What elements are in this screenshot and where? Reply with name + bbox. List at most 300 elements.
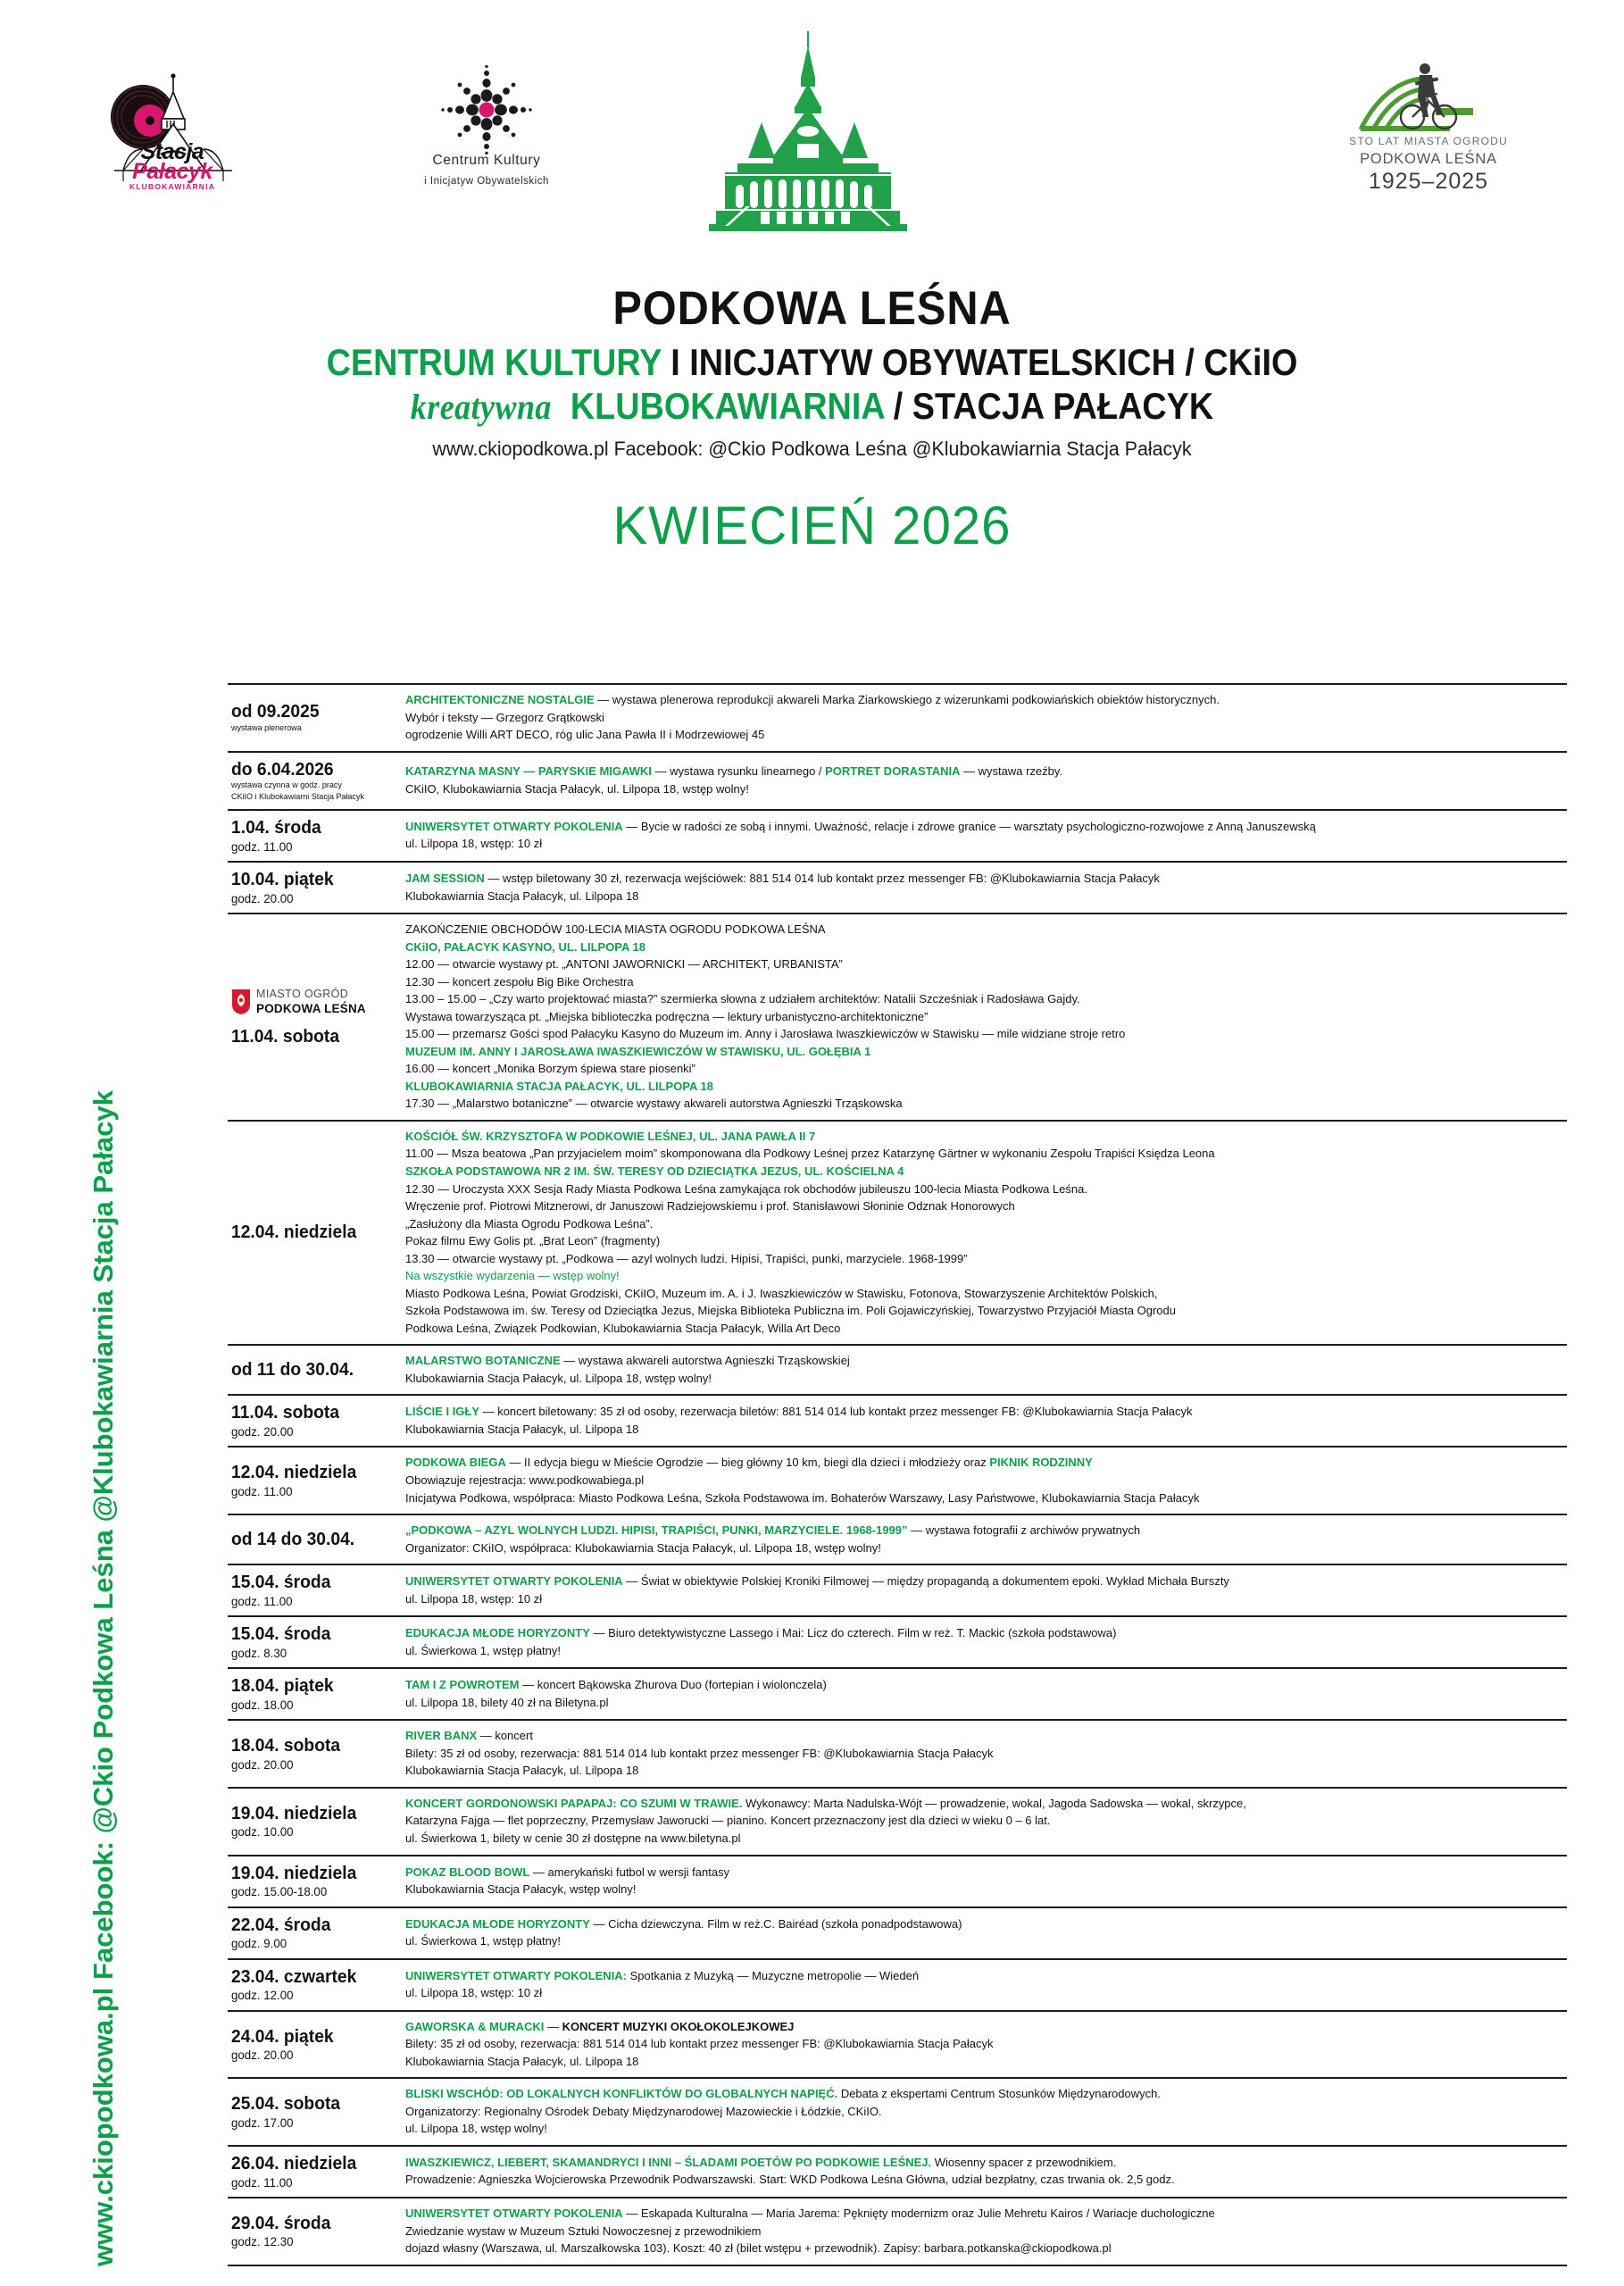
event-description-cell <box>393 2154 1567 2189</box>
event-text-line <box>405 1694 1549 1712</box>
event-text-line <box>405 1454 1549 1472</box>
event-date: 15.04. środa <box>231 1623 331 1645</box>
event-date: 22.04. środa <box>231 1914 331 1935</box>
event-row[interactable] <box>228 1908 1567 1960</box>
event-text-line <box>405 1215 1549 1233</box>
event-description-cell <box>393 1624 1567 1659</box>
event-text-line <box>405 780 1549 798</box>
event-description-cell <box>393 1864 1567 1898</box>
event-text: Bilety: 35 zł od osoby, rezerwacja: 881 514 014 lub kontakt przez messenger FB: @Klubokawiarnia Stacja Pałacyk <box>405 2037 994 2051</box>
event-text-line <box>405 1590 1549 1608</box>
event-highlight: ARCHITEKTONICZNE NOSTALGIE <box>405 693 595 706</box>
event-text: Spotkania z Muzyką — Muzyczne metropolie — Wiedeń <box>627 1968 920 1982</box>
event-row[interactable] <box>228 1122 1567 1346</box>
event-highlight: UNIWERSYTET OTWARTY POKOLENIA <box>405 819 623 833</box>
event-date-cell <box>228 1402 393 1439</box>
event-time: wystawa plenerowa <box>231 722 302 733</box>
event-highlight: SZKOŁA PODSTAWOWA NR 2 IM. ŚW. TERESY OD DZIECIĄTKA JEZUS, UL. KOŚCIELNA 4 <box>405 1164 904 1178</box>
event-text: — II edycja biegu w Mieście Ogrodzie — bieg główny 10 km, biegi dla dzieci i młodzieży oraz <box>505 1456 990 1470</box>
event-time: godz. 11.00 <box>231 1593 293 1608</box>
event-date: 19.04. niedziela <box>231 1862 357 1883</box>
event-date: od 09.2025 <box>231 701 320 722</box>
event-text: ZAKOŃCZENIE OBCHODÓW 100-LECIA MIASTA OGRODU PODKOWA LEŚNA <box>405 922 826 937</box>
event-text: Miasto Podkowa Leśna, Powiat Grodziski, CKiIO, Muzeum im. A. i J. Iwaszkiewiczów w Stawisku, Fotonova, Stowarzyszenie Architektów Polskich, <box>405 1286 1158 1300</box>
event-text-line <box>405 1043 1549 1061</box>
event-description-cell <box>393 763 1567 797</box>
event-date-cell <box>228 701 393 733</box>
event-text: ul. Lilpopa 18, wstęp wolny! <box>405 2122 547 2136</box>
cyclist-icon <box>1330 58 1527 140</box>
event-text: — wystawa fotografii z archiwów prywatnych <box>907 1523 1141 1538</box>
event-highlight: POKAZ BLOOD BOWL <box>405 1865 530 1879</box>
event-date: 29.04. środa <box>231 2212 331 2233</box>
event-text-line <box>405 1078 1549 1096</box>
event-description-cell <box>393 2205 1567 2257</box>
event-row[interactable] <box>228 2012 1567 2080</box>
event-text-line <box>405 888 1549 905</box>
event-text-line <box>405 1676 1549 1694</box>
event-highlight: KONCERT GORDONOWSKI PAPAPAJ: CO SZUMI W TRAWIE. <box>405 1796 743 1810</box>
event-row[interactable] <box>228 811 1567 863</box>
event-text: Wybór i teksty — Grzegorz Grątkowski <box>405 710 604 724</box>
event-text-line <box>405 1489 1549 1507</box>
event-text: Szkoła Podstawowa im. św. Teresy od Dzieciątka Jezus, Miejska Biblioteka Publiczna im. Poli Gojawiczyńskiej, Towarzystwo Przyjaciół Miasta Ogrodu <box>405 1304 1176 1318</box>
event-text: Klubokawiarnia Stacja Pałacyk, wstęp wolny! <box>405 1882 637 1897</box>
event-row[interactable] <box>228 2147 1567 2198</box>
event-text-line <box>405 2085 1549 2103</box>
event-text-line <box>405 2240 1549 2257</box>
event-text-line <box>405 2223 1549 2240</box>
event-text-line <box>405 2053 1549 2071</box>
event-text: Klubokawiarnia Stacja Pałacyk, ul. Lilpopa 18 <box>405 1422 639 1436</box>
event-date-cell <box>228 2093 393 2130</box>
event-text-line <box>405 763 1549 780</box>
event-description-cell <box>393 1454 1567 1506</box>
org-ckio-black: I INICJATYW OBYWATELSKICH / CKiIO <box>661 340 1298 383</box>
event-description-cell <box>393 818 1567 853</box>
event-highlight: Na wszystkie wydarzenia — wstęp wolny! <box>405 1269 620 1283</box>
event-text: ul. Lilpopa 18, bilety 40 zł na Biletyna.pl <box>405 1695 609 1709</box>
event-text: Wystawa towarzysząca pt. „Miejska biblioteczka podręczna — lektury urbanistyczno-architektoniczne” <box>405 1009 929 1023</box>
event-text-line <box>405 1285 1549 1303</box>
event-date: 25.04. sobota <box>231 2093 341 2115</box>
contact-line: www.ckiopodkowa.pl Facebook: @Ckio Podkowa Leśna @Klubokawiarnia Stacja Pałacyk <box>432 438 1192 461</box>
event-row[interactable] <box>228 1960 1567 2012</box>
event-text: ul. Świerkowa 1, wstęp płatny! <box>405 1643 562 1657</box>
event-date-cell <box>228 1623 393 1660</box>
event-text-line <box>405 691 1549 709</box>
event-text-line <box>405 870 1549 888</box>
event-date-cell <box>228 1222 393 1243</box>
event-text: Wiosenny spacer z przewodnikiem. <box>931 2155 1117 2169</box>
event-text-line <box>405 939 1549 956</box>
sidebar-contact-text: www.ckiopodkowa.pl Facebook: @Ckio Podkowa Leśna @Klubokawiarnia Stacja Pałacyk <box>87 1089 119 2266</box>
event-text: — koncert biletowany: 35 zł od osoby, rezerwacja biletów: 881 514 014 lub kontakt przez messenger FB: @Klubokawiarnia Stacja Pałacyk <box>479 1405 1193 1419</box>
event-date-cell <box>228 1359 393 1381</box>
event-date-cell <box>228 759 393 802</box>
event-text: 13.30 — otwarcie wystawy pt. „Podkowa — azyl wolnych ludzi. Hipisi, Trapiści, punki, marzyciele. 1968-1999” <box>405 1251 968 1265</box>
event-text: — Cicha dziewczyna. Film w reż.C. Bairéad (szkoła ponadpodstawowa) <box>589 1916 962 1931</box>
event-text: dojazd własny (Warszawa, ul. Marszałkowska 103). Koszt: 40 zł (bilet wstępu + przewodnik). Zapisy: barbara.potkanska@ckiopodkowa.pl <box>405 2241 1112 2256</box>
miasto-ogrod-line1: MIASTO OGRÓD <box>256 987 349 1000</box>
sidebar-vertical-contact <box>79 683 132 2266</box>
event-text: — koncert Bąkowska Zhurova Duo (fortepian i wiolonczela) <box>519 1678 827 1692</box>
event-time: godz. 17.00 <box>231 2115 294 2130</box>
event-row[interactable] <box>228 2198 1567 2266</box>
event-date-cell <box>228 1803 393 1840</box>
event-description-cell <box>393 1727 1567 1780</box>
event-text-line <box>405 1370 1549 1388</box>
event-text-line <box>405 1060 1549 1078</box>
event-text-line <box>405 1984 1549 2002</box>
sto-lat-line2: PODKOWA LEŚNA <box>1360 151 1497 167</box>
event-text: — <box>544 2019 562 2033</box>
event-text-line <box>405 1472 1549 1489</box>
event-row[interactable] <box>228 683 1567 753</box>
event-text: 13.00 – 15.00 – „Czy warto projektować miasta?” szermierka słowna z udziałem architektów: Natalii Szcześniak i Radosława Gajdy. <box>405 992 1080 1006</box>
event-text: — wstęp biletowany 30 zł, rezerwacja wejściówek: 881 514 014 lub kontakt przez messenger FB: @Klubokawiarnia Stacja Pałacyk <box>484 872 1160 886</box>
event-date-cell <box>228 817 393 854</box>
event-time: godz. 20.00 <box>231 890 294 905</box>
event-highlight: CKiIO, PAŁACYK KASYNO, UL. LILPOPA 18 <box>405 939 645 954</box>
event-highlight: KATARZYNA MASNY — PARYSKIE MIGAWKI <box>405 764 652 779</box>
event-text-line <box>405 1573 1549 1590</box>
event-date: 23.04. czwartek <box>231 1965 357 1987</box>
event-highlight: GAWORSKA & MURACKI <box>405 2019 545 2033</box>
event-highlight: MUZEUM IM. ANNY I JAROSŁAWA IWASZKIEWICZÓW W STAWISKU, UL. GOŁĘBIA 1 <box>405 1044 871 1058</box>
event-row[interactable] <box>228 1346 1567 1396</box>
palacyk-building-logo <box>661 22 955 237</box>
event-text: Klubokawiarnia Stacja Pałacyk, ul. Lilpopa 18 <box>405 2054 639 2068</box>
event-date: 11.04. sobota <box>231 1402 340 1423</box>
event-text-line <box>405 1163 1549 1181</box>
event-time: godz. 20.00 <box>231 1423 294 1439</box>
event-text-line <box>405 1624 1549 1642</box>
event-text-line <box>405 1864 1549 1881</box>
palacyk-label: Pałacyk <box>132 159 212 184</box>
event-text: Obowiązuje rejestracja: www.podkowabiega.pl <box>405 1473 645 1487</box>
event-date: 12.04. niedziela <box>231 1462 357 1483</box>
event-text-line <box>405 990 1549 1008</box>
event-text-line <box>405 818 1549 836</box>
event-highlight: UNIWERSYTET OTWARTY POKOLENIA <box>405 2207 623 2221</box>
event-text: 12.30 — koncert zespołu Big Bike Orchestra <box>405 974 634 989</box>
event-date: 15.04. środa <box>231 1572 331 1593</box>
event-text: 12.30 — Uroczysta XXX Sesja Rady Miasta Podkowa Leśna zamykająca rok obchodów jubileuszu 100-lecia Miasta Podkowa Leśna. <box>405 1181 1087 1196</box>
event-description-cell <box>393 1967 1567 2002</box>
event-date: 1.04. środa <box>231 816 321 838</box>
event-date-cell <box>228 1966 393 2003</box>
event-date: 12.04. niedziela <box>231 1222 357 1243</box>
event-text-line <box>405 1267 1549 1285</box>
event-highlight: LIŚCIE I IGŁY <box>405 1405 480 1419</box>
event-text: ul. Lilpopa 18, wstęp: 10 zł <box>405 837 543 851</box>
event-time: godz. 8.30 <box>231 1645 287 1660</box>
event-date-cell <box>228 1572 393 1608</box>
event-text-line <box>405 1812 1549 1830</box>
event-text-line <box>405 1932 1549 1950</box>
event-highlight: PIKNIK RODZINNY <box>989 1456 1093 1470</box>
event-text-line <box>405 2154 1549 2172</box>
miasto-ogrod-shield-icon <box>231 989 251 1015</box>
event-text-line <box>405 1145 1549 1163</box>
event-description-cell <box>393 1128 1567 1337</box>
event-description-cell <box>393 2085 1567 2138</box>
event-text: CKiIO, Klubokawiarnia Stacja Pałacyk, ul. Lilpopa 18, wstęp wolny! <box>405 781 749 796</box>
event-date-cell <box>228 1529 393 1550</box>
event-text-line <box>405 1795 1549 1813</box>
event-text: Zwiedzanie wystaw w Muzeum Sztuki Nowoczesnej z przewodnikiem <box>405 2223 762 2238</box>
event-date-cell <box>228 1735 393 1772</box>
event-highlight: PORTRET DORASTANIA <box>825 764 961 779</box>
event-date: od 11 do 30.04. <box>231 1359 354 1381</box>
stacja-palacyk-black: / STACJA PAŁACYK <box>884 384 1214 427</box>
event-text: Organizatorzy: Regionalny Ośrodek Debaty Międzynarodowej Mazowieckie i Łódzkie, CKiIO. <box>405 2104 882 2118</box>
event-text-line <box>405 1403 1549 1421</box>
event-text: 17.30 — „Malarstwo botaniczne” — otwarcie wystawy akwareli autorstwa Agnieszki Trząskowska <box>405 1097 903 1111</box>
event-time: godz. 10.00 <box>231 1824 294 1840</box>
event-time: godz. 11.00 <box>231 1483 293 1498</box>
event-text-line <box>405 1025 1549 1043</box>
event-description-cell <box>393 1573 1567 1607</box>
event-text: Klubokawiarnia Stacja Pałacyk, ul. Lilpopa 18, wstęp wolny! <box>405 1371 712 1385</box>
event-row[interactable] <box>228 1396 1567 1448</box>
event-date-cell <box>228 1915 393 1951</box>
event-text: Wręczenie prof. Piotrowi Mitznerowi, dr Januszowi Radziejowskiemu i prof. Stanisławowi Słoninie Odznak Honorowych <box>405 1199 1015 1214</box>
event-highlight: EDUKACJA MŁODE HORYZONTY <box>405 1916 590 1931</box>
event-text-line <box>405 1745 1549 1763</box>
event-date-cell <box>228 2213 393 2249</box>
sto-lat-line3: 1925–2025 <box>1368 169 1489 194</box>
event-description-cell <box>393 1795 1567 1848</box>
event-text: ul. Lilpopa 18, wstęp: 10 zł <box>405 1591 543 1606</box>
event-row[interactable] <box>228 1789 1567 1856</box>
event-highlight: KLUBOKAWIARNIA STACJA PAŁACYK, UL. LILPOPA 18 <box>405 1079 713 1093</box>
event-text-line <box>405 1320 1549 1338</box>
event-row[interactable] <box>228 2079 1567 2147</box>
event-text: 16.00 — koncert „Monika Borzym śpiewa stare piosenki” <box>405 1062 695 1076</box>
event-highlight: KOŚCIÓŁ ŚW. KRZYSZTOFA W PODKOWIE LEŚNEJ, UL. JANA PAWŁA II 7 <box>405 1129 816 1143</box>
event-date: 10.04. piątek <box>231 869 334 890</box>
event-highlight: PODKOWA BIEGA <box>405 1456 506 1470</box>
event-row[interactable] <box>228 1448 1567 1515</box>
event-text-line <box>405 2171 1549 2189</box>
kreatywna-script: kreatywna <box>410 386 552 427</box>
event-text: Prowadzenie: Agnieszka Wojcierowska Przewodnik Podwarszawski. Start: WKD Podkowa Leśna Główna, udział bezpłatny, czas trwania ok. 2,5 godz. <box>405 2173 1175 2187</box>
event-text: ul. Świerkowa 1, bilety w cenie 30 zł dostępne na www.biletyna.pl <box>405 1831 741 1845</box>
event-highlight: JAM SESSION <box>405 872 485 886</box>
event-description-cell <box>393 921 1567 1113</box>
logo-row <box>0 49 1624 192</box>
event-text-line <box>405 1302 1549 1320</box>
event-date: 24.04. piątek <box>231 2025 334 2047</box>
event-text: — Świat w obiektywie Polskiej Kroniki Filmowej — między propagandą a dokumentem epoki. Wykład Michała Burszty <box>622 1574 1229 1589</box>
event-date-cell <box>228 1675 393 1712</box>
event-row[interactable] <box>228 1669 1567 1721</box>
event-time: godz. 12.00 <box>231 1988 294 2003</box>
event-date: 26.04. niedziela <box>231 2152 357 2173</box>
event-date: od 14 do 30.04. <box>231 1528 355 1549</box>
event-text-line <box>405 1967 1549 1985</box>
event-text: 11.00 — Msza beatowa „Pan przyjacielem moim” skomponowana dla Podkowy Leśnej przez Katarzynę Gärtner w wykonaniu Zespołu Trapiści Księdza Leona <box>405 1147 1215 1161</box>
event-text: KONCERT MUZYKI OKOŁOKOLEJKOWEJ <box>562 2019 795 2033</box>
ckio-logo-line1: Centrum Kultury <box>432 153 541 168</box>
events-schedule <box>228 683 1567 2266</box>
event-text: — wystawa rysunku linearnego / <box>651 764 826 779</box>
ckio-logo <box>384 71 589 192</box>
event-row[interactable] <box>228 1565 1567 1617</box>
event-description-cell <box>393 1915 1567 1950</box>
event-row[interactable] <box>228 863 1567 914</box>
event-text: ogrodzenie Willi ART DECO, róg ulic Jana Pawła II i Modrzewiowej 45 <box>405 728 765 742</box>
event-time: godz. 9.00 <box>231 1936 287 1951</box>
event-highlight: „PODKOWA – AZYL WOLNYCH LUDZI. HIPISI, TRAPIŚCI, PUNKI, MARZYCIELE. 1968-1999” <box>405 1523 908 1538</box>
event-description-cell <box>393 691 1567 744</box>
palacyk-building-icon <box>661 22 955 237</box>
event-row[interactable] <box>228 1515 1567 1565</box>
event-text-line <box>405 1181 1549 1198</box>
event-text-line <box>405 1421 1549 1439</box>
event-text: — wystawa plenerowa reprodukcji akwareli Marka Ziarkowskiego z wizerunkami podkowiańskich obiektów historycznych. <box>594 693 1220 706</box>
event-text: ul. Lilpopa 18, wstęp: 10 zł <box>405 1986 543 2000</box>
event-text: „Zasłużony dla Miasta Ogrodu Podkowa Leśna”. <box>405 1216 654 1231</box>
event-row[interactable] <box>228 753 1567 811</box>
event-description-cell <box>393 870 1567 905</box>
event-date-cell <box>228 1863 393 1899</box>
event-text: Klubokawiarnia Stacja Pałacyk, ul. Lilpopa 18 <box>405 1764 639 1778</box>
page-title: PODKOWA LEŚNA <box>612 282 1012 335</box>
event-description-cell <box>393 1522 1567 1556</box>
event-text: — amerykański futbol w wersji fantasy <box>529 1865 730 1879</box>
event-text-line <box>405 726 1549 744</box>
event-text-line <box>405 2205 1549 2223</box>
event-text: — Bycie w radości ze sobą i innymi. Uważność, relacje i zdrowe granice — warsztaty psychologiczno-rozwojowe z Anną Januszewską <box>622 819 1316 833</box>
event-text-line <box>405 1008 1549 1026</box>
event-text: — wystawa akwareli autorstwa Agnieszki Trząskowskiej <box>560 1354 850 1368</box>
event-text-line <box>405 709 1549 727</box>
event-highlight: IWASZKIEWICZ, LIEBERT, SKAMANDRYCI I INNI – ŚLADAMI POETÓW PO PODKOWIE LEŚNEJ. <box>405 2155 932 2169</box>
event-text-line <box>405 921 1549 939</box>
event-highlight: BLISKI WSCHÓD: OD LOKALNYCH KONFLIKTÓW DO GLOBALNYCH NAPIĘĆ. <box>405 2087 838 2101</box>
klubokawiarnia-green: KLUBOKAWIARNIA <box>570 384 885 427</box>
event-highlight: RIVER BANX <box>405 1729 478 1743</box>
event-text: Debata z ekspertami Centrum Stosunków Międzynarodowych. <box>837 2087 1161 2101</box>
event-row[interactable] <box>228 1856 1567 1908</box>
event-text-line <box>405 1352 1549 1370</box>
event-text: Organizator: CKiIO, współpraca: Klubokawiarnia Stacja Pałacyk, ul. Lilpopa 18, wstęp wolny! <box>405 1540 881 1555</box>
event-date: 11.04. sobota <box>231 1025 340 1047</box>
sto-lat-line1: STO LAT MIASTA OGRODU <box>1349 135 1508 147</box>
sto-lat-logo <box>1330 58 1527 192</box>
event-text: 12.00 — otwarcie wystawy pt. „ANTONI JAWORNICKI — ARCHITEKT, URBANISTA” <box>405 957 843 972</box>
event-text-line <box>405 1197 1549 1215</box>
event-text-line <box>405 973 1549 991</box>
stacja-label: Stacja <box>140 139 204 164</box>
event-text: — Eskapada Kulturalna — Maria Jarema: Pęknięty modernizm oraz Julie Mehretu Kairos / Wariacje duchologiczne <box>622 2207 1215 2221</box>
event-date-cell <box>228 2026 393 2063</box>
event-time: wystawa czynna w godz. pracy <box>231 780 342 791</box>
miasto-ogrod-words <box>256 987 366 1017</box>
event-text-line <box>405 1095 1549 1113</box>
event-description-cell <box>393 1352 1567 1387</box>
org-line-klubokawiarnia <box>81 385 1543 428</box>
org-line-ckio <box>81 341 1543 383</box>
event-highlight: EDUKACJA MŁODE HORYZONTY <box>405 1626 590 1640</box>
ckio-logo-line2: i Inicjatyw Obywatelskich <box>424 176 549 187</box>
event-text-line <box>405 2120 1549 2138</box>
event-text: Katarzyna Fajga — flet poprzeczny, Przemysław Jaworucki — pianino. Koncert przeznaczony jest dla dzieci w wieku 0 – 6 lat. <box>405 1814 1051 1828</box>
event-text: Klubokawiarnia Stacja Pałacyk, ul. Lilpopa 18 <box>405 889 639 903</box>
event-text-line <box>405 1642 1549 1660</box>
event-time: godz. 20.00 <box>231 1756 294 1772</box>
event-row[interactable] <box>228 1617 1567 1669</box>
event-text-line <box>405 1830 1549 1848</box>
event-description-cell <box>393 1403 1567 1438</box>
event-text-line <box>405 1232 1549 1250</box>
event-date: do 6.04.2026 <box>231 758 334 780</box>
event-row[interactable] <box>228 914 1567 1122</box>
event-description-cell <box>393 1676 1567 1711</box>
event-text-line <box>405 1727 1549 1745</box>
event-time: godz. 11.00 <box>231 838 293 854</box>
event-text: Pokaz filmu Ewy Golis pt. „Brat Leon” (fragmenty) <box>405 1234 661 1248</box>
event-text: Wykonawcy: Marta Nadulska-Wójt — prowadzenie, wokal, Jagoda Sadowska — wokal, skrzypce, <box>742 1796 1246 1810</box>
event-text-line <box>405 1522 1549 1539</box>
event-text-line <box>405 835 1549 853</box>
miasto-ogrod-logo <box>231 987 387 1017</box>
stacja-palacyk-logo <box>87 65 257 192</box>
event-highlight: TAM I Z POWROTEM <box>405 1678 520 1692</box>
event-text: — koncert <box>477 1729 533 1743</box>
event-text-line <box>405 2035 1549 2053</box>
event-time: CKiIO i Klubokawiarni Stacja Pałacyk <box>231 791 364 802</box>
event-text-line <box>405 1881 1549 1898</box>
event-row[interactable] <box>228 1721 1567 1789</box>
event-text: Bilety: 35 zł od osoby, rezerwacja: 881 514 014 lub kontakt przez messenger FB: @Klubokawiarnia Stacja Pałacyk <box>405 1746 994 1760</box>
event-date: 18.04. sobota <box>231 1735 341 1756</box>
starburst-icon <box>384 65 589 154</box>
event-date: 19.04. niedziela <box>231 1802 357 1823</box>
event-date-cell <box>228 869 393 905</box>
month-heading: KWIECIEŃ 2026 <box>612 496 1012 556</box>
event-highlight: UNIWERSYTET OTWARTY POKOLENIA: <box>405 1968 628 1982</box>
event-text-line <box>405 1915 1549 1933</box>
event-text-line <box>405 1762 1549 1780</box>
event-text-line <box>405 1250 1549 1268</box>
event-time: godz. 15.00-18.00 <box>231 1884 328 1899</box>
event-description-cell <box>393 2018 1567 2071</box>
event-text: — Biuro detektywistyczne Lassego i Mai: Licz do czterech. Film w reż. T. Mackic (szkoła podstawowa) <box>589 1626 1117 1640</box>
event-text-line <box>405 955 1549 973</box>
event-date-cell <box>228 987 393 1047</box>
org-ckio-green: CENTRUM KULTURY <box>326 340 662 383</box>
event-highlight: UNIWERSYTET OTWARTY POKOLENIA <box>405 1574 623 1589</box>
event-text: ul. Świerkowa 1, wstęp płatny! <box>405 1934 562 1948</box>
event-date: 18.04. piątek <box>231 1675 334 1697</box>
event-date-cell <box>228 1462 393 1498</box>
event-text-line <box>405 1539 1549 1557</box>
event-highlight: MALARSTWO BOTANICZNE <box>405 1354 561 1368</box>
poster-title-block <box>0 284 1624 556</box>
miasto-ogrod-line2: PODKOWA LEŚNA <box>256 1001 366 1015</box>
event-text: Podkowa Leśna, Związek Podkowian, Klubokawiarnia Stacja Pałacyk, Willa Art Deco <box>405 1321 841 1335</box>
event-time: godz. 20.00 <box>231 2048 294 2063</box>
event-time: godz. 11.00 <box>231 2174 293 2190</box>
event-date-cell <box>228 2153 393 2190</box>
event-time: godz. 18.00 <box>231 1697 294 1712</box>
event-text: Inicjatywa Podkowa, współpraca: Miasto Podkowa Leśna, Szkoła Podstawowa im. Bohaterów Warszawy, Lasy Państwowe, Klubokawiarnia Stacja Pałacyk <box>405 1490 1200 1505</box>
event-text: — wystawa rzeźby. <box>960 764 1062 779</box>
